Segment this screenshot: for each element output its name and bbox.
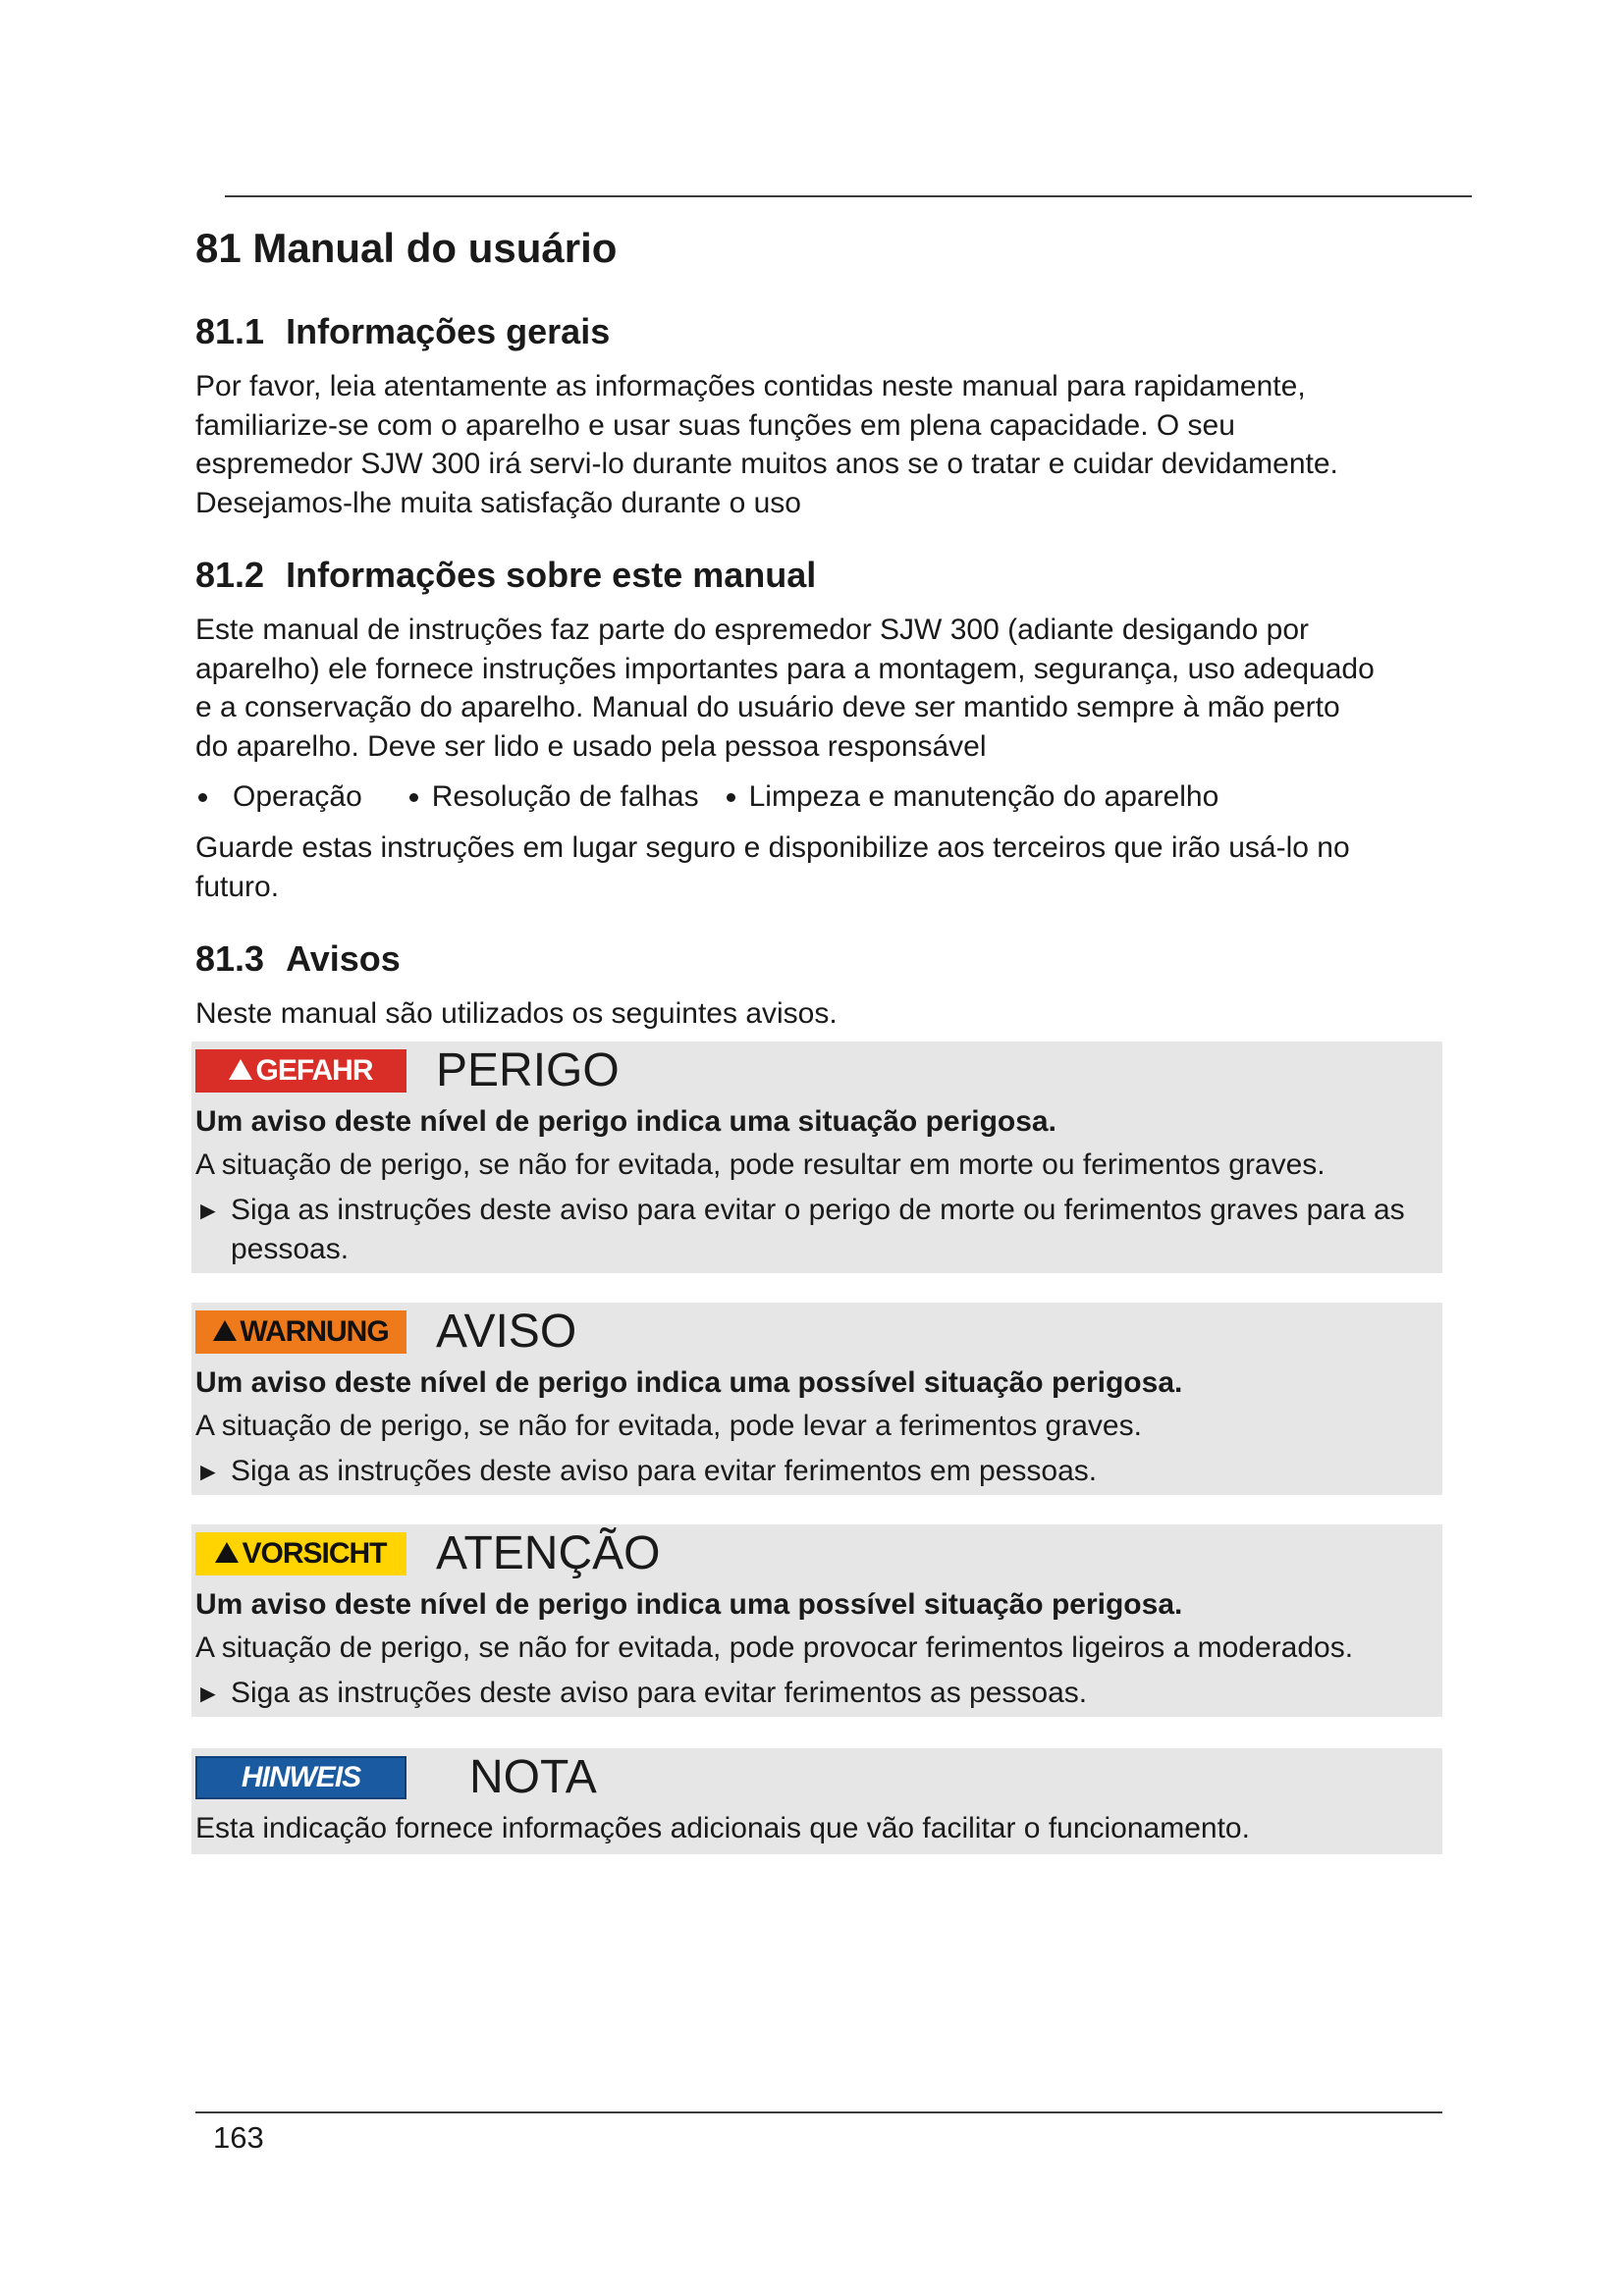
warning-label: NOTA [469,1750,597,1803]
signal-word: VORSICHT [242,1536,387,1570]
signal-word: GEFAHR [255,1053,373,1087]
paragraph-line: Neste manual são utilizados os seguintes avisos. [195,997,838,1030]
warning-header [195,1748,1442,1807]
warning-header [195,1303,1442,1362]
arrow-right-icon: ► [195,1456,221,1486]
warning-summary: Um aviso deste nível de perigo indica uma possível situação perigosa. [195,1587,1183,1621]
section-heading-general [195,304,1442,359]
warning-action [195,1452,1442,1491]
bullet-item [409,777,699,817]
warning-action-text: Siga as instruções deste aviso para evitar o perigo de morte ou ferimentos graves para as pessoas. [231,1193,1405,1265]
arrow-right-icon: ► [195,1678,221,1708]
warning-triangle-icon [213,1320,237,1341]
paragraph-line: Este manual de instruções faz parte do espremedor SJW 300 (adiante desigando por [195,614,1309,646]
bullet-icon [409,793,418,802]
section-number: 81.1 [195,311,265,351]
warning-box-notice [191,1748,1442,1854]
warning-signal-badge [195,1310,406,1354]
section-heading-manual-info [195,548,1442,603]
warning-label: AVISO [436,1305,577,1358]
notice-signal-badge [195,1756,406,1799]
paragraph-line: Desejamos-lhe muita satisfação durante o uso [195,486,801,519]
warning-label: PERIGO [436,1043,620,1096]
section-number: 81.2 [195,555,265,595]
warning-text: Esta indicação fornece informações adicionais que vão facilitar o funcionamento. [195,1811,1250,1844]
warning-action [195,1674,1442,1713]
warning-summary: Um aviso deste nível de perigo indica uma possível situação perigosa. [195,1365,1183,1399]
warning-summary: Um aviso deste nível de perigo indica uma situação perigosa. [195,1104,1056,1138]
warning-text: A situação de perigo, se não for evitada, pode provocar ferimentos ligeiros a moderados. [195,1630,1354,1664]
bullet-text: Operação [233,780,362,813]
warning-text: A situação de perigo, se não for evitada, pode levar a ferimentos graves. [195,1409,1142,1442]
paragraph-line: espremedor SJW 300 irá servi-lo durante muitos anos se o tratar e cuidar devidamente. [195,448,1338,480]
paragraph-line: aparelho) ele fornece instruções importantes para a montagem, segurança, uso adequado [195,652,1375,685]
section-number: 81.3 [195,938,265,979]
warning-triangle-icon [229,1059,252,1080]
paragraph-line: familiarize-se com o aparelho e usar suas funções em plena capacidade. O seu [195,408,1235,442]
bullet-icon [727,793,735,802]
warning-label: ATENÇÃO [436,1526,661,1579]
bullet-text: Limpeza e manutenção do aparelho [748,780,1219,813]
warning-box-danger [191,1041,1442,1273]
section-heading-warnings [195,932,1442,987]
warning-box-caution [191,1524,1442,1717]
warning-action-text: Siga as instruções deste aviso para evitar ferimentos em pessoas. [231,1454,1098,1487]
signal-word: WARNUNG [240,1314,389,1348]
section-title: Avisos [286,938,401,979]
page-title: 81 Manual do usuário [195,225,618,271]
warning-action [195,1191,1442,1269]
bullet-item [727,777,1219,817]
warning-header [195,1524,1442,1583]
warning-header [195,1041,1442,1100]
bullet-icon [198,793,207,802]
page-content [195,218,1442,1854]
section-title: Informações sobre este manual [286,555,817,595]
section-title: Informações gerais [286,311,611,351]
paragraph-line: do aparelho. Deve ser lido e usado pela pessoa responsável [195,729,987,763]
warning-action-text: Siga as instruções deste aviso para evitar ferimentos as pessoas. [231,1676,1088,1709]
warning-triangle-icon [215,1542,239,1563]
signal-word: HINWEIS [241,1760,361,1793]
paragraph-line: Guarde estas instruções em lugar seguro e disponibilize aos terceiros que irão usá-lo no [195,831,1350,864]
paragraph-line: e a conservação do aparelho. Manual do usuário deve ser mantido sempre à mão perto [195,691,1340,723]
caution-signal-badge [195,1532,406,1575]
warning-box-warning [191,1303,1442,1495]
danger-signal-badge [195,1049,406,1093]
header-rule [225,195,1472,197]
warning-text: A situação de perigo, se não for evitada, pode resultar em morte ou ferimentos graves. [195,1148,1326,1181]
paragraph-line: futuro. [195,870,280,903]
bullet-list [195,777,1442,817]
bullet-text: Resolução de falhas [431,780,699,813]
page-number: 163 [213,2120,264,2155]
footer-rule [195,2111,1442,2113]
arrow-right-icon: ► [195,1195,221,1225]
bullet-item [198,777,362,817]
paragraph-line: Por favor, leia atentamente as informações contidas neste manual para rapidamente, [195,370,1306,402]
